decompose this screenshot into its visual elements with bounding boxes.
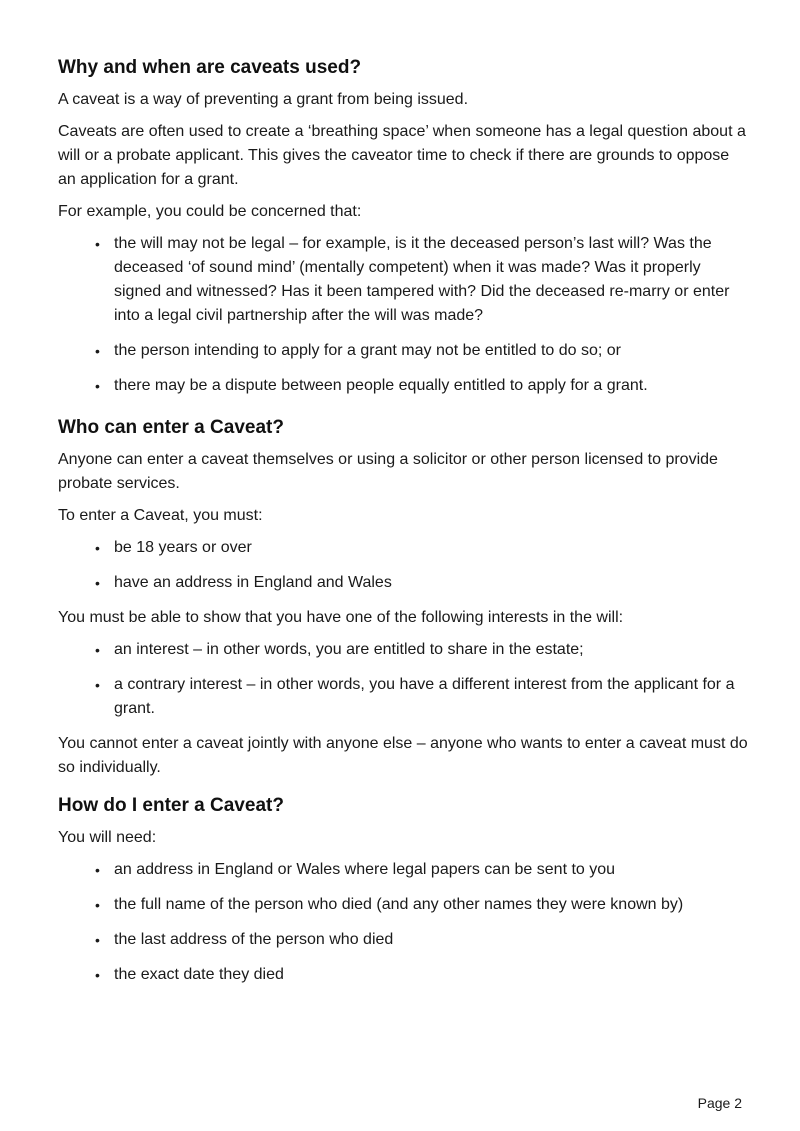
list-item-text: the exact date they died	[114, 966, 284, 983]
heading-why-when-caveats: Why and when are caveats used?	[58, 57, 362, 78]
list-item-text: the last address of the person who died	[114, 931, 394, 948]
document-page	[58, 56, 748, 998]
bullet-list	[58, 638, 748, 721]
bullet-icon: •	[95, 575, 100, 591]
list-item-text: there may be a dispute between people equally entitled to apply for a grant.	[114, 377, 648, 394]
list-item	[58, 893, 748, 917]
paragraph: You will need:	[58, 829, 157, 846]
list-item-text: an interest – in other words, you are entitled to share in the estate;	[114, 641, 584, 658]
list-item	[58, 536, 748, 560]
list-item-text: the will may not be legal – for example, is it the deceased person’s last will? Was the deceased ‘of sound mind’ (mentally competent) when it was made? Was it properly signed and witnessed? Has it been tampered with? Did the deceased re-marry or enter into a legal civil partnership after the will was made?	[114, 235, 730, 324]
list-item	[58, 374, 748, 398]
page-number: Page 2	[697, 1095, 742, 1111]
bullet-icon: •	[95, 642, 100, 658]
paragraph: A caveat is a way of preventing a grant from being issued.	[58, 91, 469, 108]
list-item	[58, 232, 748, 328]
paragraph: Caveats are often used to create a ‘breathing space’ when someone has a legal question about a will or a probate applicant. This gives the caveator time to check if there are grounds to oppose an application for a grant.	[58, 123, 746, 188]
bullet-icon: •	[95, 967, 100, 983]
list-item	[58, 928, 748, 952]
bullet-list	[58, 536, 748, 595]
list-item	[58, 858, 748, 882]
list-item-text: the full name of the person who died (and any other names they were known by)	[114, 896, 684, 913]
heading-who-can-enter: Who can enter a Caveat?	[58, 417, 284, 438]
bullet-list	[58, 858, 748, 987]
paragraph: For example, you could be concerned that:	[58, 203, 362, 220]
bullet-icon: •	[95, 378, 100, 394]
list-item	[58, 963, 748, 987]
bullet-icon: •	[95, 897, 100, 913]
list-item	[58, 673, 748, 721]
bullet-icon: •	[95, 677, 100, 693]
list-item	[58, 638, 748, 662]
bullet-icon: •	[95, 862, 100, 878]
bullet-icon: •	[95, 540, 100, 556]
list-item-text: a contrary interest – in other words, you have a different interest from the applicant for a grant.	[114, 676, 735, 717]
list-item-text: the person intending to apply for a grant may not be entitled to do so; or	[114, 342, 621, 359]
bullet-icon: •	[95, 932, 100, 948]
list-item-text: have an address in England and Wales	[114, 574, 392, 591]
paragraph: You cannot enter a caveat jointly with anyone else – anyone who wants to enter a caveat must do so individually.	[58, 735, 748, 776]
bullet-list	[58, 232, 748, 398]
paragraph: Anyone can enter a caveat themselves or using a solicitor or other person licensed to provide probate services.	[58, 451, 718, 492]
bullet-icon: •	[95, 236, 100, 252]
bullet-icon: •	[95, 343, 100, 359]
paragraph: To enter a Caveat, you must:	[58, 507, 263, 524]
heading-how-enter-caveat: How do I enter a Caveat?	[58, 795, 284, 816]
list-item	[58, 571, 748, 595]
list-item	[58, 339, 748, 363]
list-item-text: be 18 years or over	[114, 539, 252, 556]
paragraph: You must be able to show that you have one of the following interests in the will:	[58, 609, 624, 626]
list-item-text: an address in England or Wales where legal papers can be sent to you	[114, 861, 616, 878]
